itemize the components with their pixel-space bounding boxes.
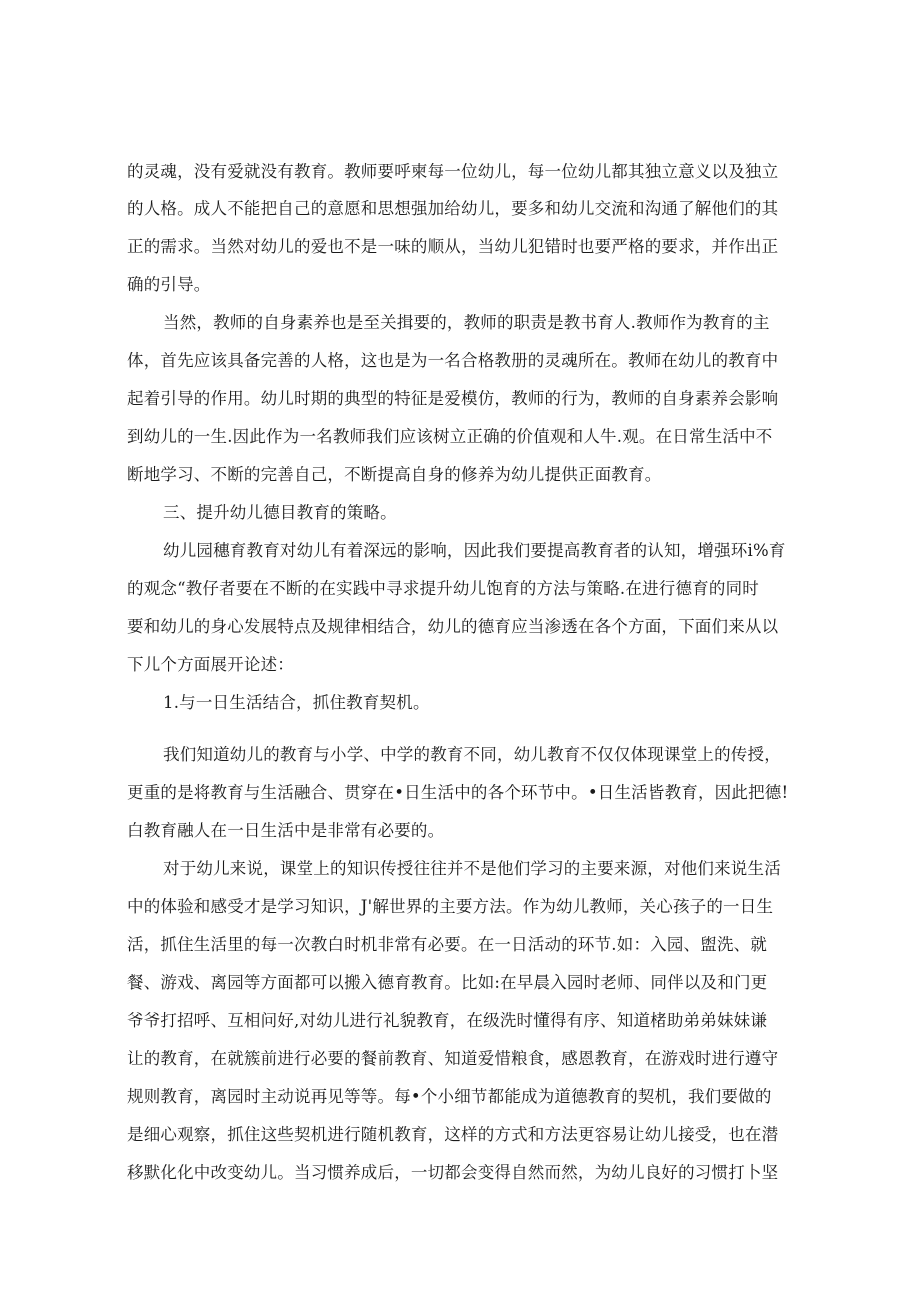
text-line: 对于幼儿来说，课堂上的知识传授往往并不是他们学习的主要来源，对他们来说生活 <box>163 859 781 878</box>
text-line: 下儿个方面展开论述： <box>127 655 294 674</box>
text-line: 的观念“教仔者要在不断的在实践中寻求提升幼儿饱育的方法与策略.在进行德育的同时 <box>127 579 759 598</box>
text-line: 爷爷打招呼、互相问好,对幼儿进行礼貌教育，在级洗时懂得有序、知道楮助弟弟妹妹谦 <box>127 1011 768 1030</box>
text-line: 幼儿园穗育教育对幼儿有着深远的影响，因此我们要提高教育者的认知，增强环i%育 <box>163 541 786 560</box>
text-line: 起着引导的作用。幼儿时期的典型的特征是爱模仿，教师的行为，教师的自身素养会影响 <box>127 389 779 408</box>
text-line: 活，抓住生活里的每一次教白时机非常有必要。在一日活动的环节.如：入园、盥洗、就 <box>127 935 768 954</box>
text-line: 我们知道幼儿的教育与小学、中学的教育不同，幼儿教育不仅仅体现课堂上的传授， <box>163 745 781 764</box>
text-line: 规则教育，离园时主动说再见等等。每•个小细节都能成为道德教育的契机，我们要做的 <box>127 1087 772 1106</box>
text-line: 当然，教师的自身素养也是至关揖要的，教师的职责是教书育人.教师作为教育的主 <box>163 313 770 332</box>
text-line: 的灵魂，没有爱就没有教育。教师要呼柬每一位幼儿，每一位幼儿都其独立意义以及独立 <box>127 162 779 181</box>
text-line: 体，首先应该具备完善的人格，这也是为一名合格教册的灵魂所在。教师在幼儿的教育中 <box>127 351 779 370</box>
text-line: 更重的是将教育与生活融合、贯穿在•日生活中的各个环节中。•日生活皆教育，因此把德! <box>127 783 789 802</box>
text-line: 要和幼儿的身心发展特点及规律相结合，幼儿的德育应当渗透在各个方面，下面们来从以 <box>127 617 779 636</box>
text-line: 移默化化中改变幼儿。当习惯养成后，一切都会变得自然而然，为幼儿良好的习惯打卜坚 <box>127 1163 779 1182</box>
text-line: 餐、游戏、离园等方面都可以搬入德育教育。比如:在早晨入园时老师、同伴以及和门更 <box>127 973 768 992</box>
text-line: 中的体验和感受才是学习知识，J'解世界的主要方法。作为幼儿教师，关心孩子的一日生 <box>127 897 774 916</box>
text-line: 确的引导。 <box>127 275 211 294</box>
section-heading: 三、提升幼儿德目教育的策略。 <box>163 503 397 522</box>
text-line: 的人格。成人不能把自己的意愿和思想强加给幼儿，要多和幼儿交流和沟通了解他们的其 <box>127 199 779 218</box>
subsection-heading: 1.与一日生活结合，抓住教育契机。 <box>163 693 430 712</box>
text-line: 白教育融人在一日生活中是非常有必要的。 <box>127 821 445 840</box>
text-line: 到幼儿的一生.因此作为一名教师我们应该树立正确的价值观和人牛.观。在日常生活中不 <box>127 427 773 446</box>
text-line: 断地学习、不断的完善自己，不断提高自身的修养为幼儿提供正面教育。 <box>127 465 662 484</box>
text-line: 正的需求。当然对幼儿的爱也不是一味的顺从，当幼儿犯错时也要严格的要求，并作出正 <box>127 237 779 256</box>
text-line: 是细心观察，抓住这些契机进行随机教育，这样的方式和方法更容易让幼儿接受，也在潜 <box>127 1125 779 1144</box>
text-line: 让的教育，在就簇前进行必要的餐前教育、知道爱惜粮食，感恩教育，在游戏时进行遵守 <box>127 1049 779 1068</box>
